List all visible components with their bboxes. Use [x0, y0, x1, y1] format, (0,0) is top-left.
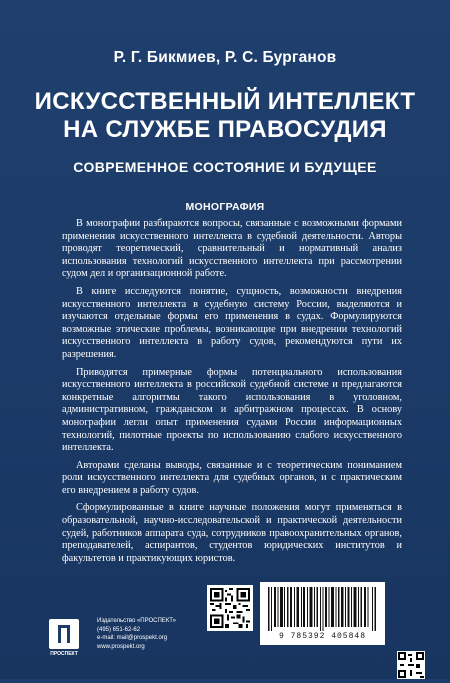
publisher-site: www.prospekt.org: [97, 643, 145, 650]
annotation-paragraph: Сформулированные в книге научные положения могут применяться в образовательной, научно-исследовательской и практической деятельности судей, работников аппарата суда, сотрудников правоохранительных органов, преподавателей, аспирантов, студентов юридических институтов и факультетов и практикующих юристов.: [62, 502, 402, 564]
genre-label: МОНОГРАФИЯ: [185, 201, 265, 213]
publisher-phone: (495) 651-62-62: [97, 626, 141, 633]
barcode-icon: [268, 587, 377, 631]
corner-qr-icon: [397, 651, 425, 679]
publisher-logo: [45, 619, 83, 657]
publisher-contacts: [97, 617, 176, 651]
qr-code-icon: [207, 585, 253, 631]
book-subtitle: СОВРЕМЕННОЕ СОСТОЯНИЕ И БУДУЩЕЕ: [73, 159, 377, 175]
isbn-digits: 9 785392 405848: [278, 632, 366, 641]
publisher-logo-icon: [49, 619, 79, 649]
annotation-paragraph: В монографии разбираются вопросы, связанные с возможными формами применения искусственного интеллекта в судебной деятельности. Авторы проводят теоретический, сравнительный и нормативный анализ использования технологий искусственного интеллекта при рассмотрении судом дел и организационной работе.: [62, 218, 402, 280]
annotation-paragraph: В книге исследуются понятие, сущность, возможности внедрения искусственного интеллекта в судебную систему России, выделяются и изучаются отдельные формы его применения в судах. Формулируются возможные этические проблемы, возникающие при внедрении технологий искусственного интеллекта в работу судов, рекомендуются пути их разрешения.: [62, 285, 402, 360]
annotation-paragraph: Авторами сделаны выводы, связанные и с теоретическим пониманием роли искусственного интеллекта для судебных органов, и с практическим его внедрением в работу судов.: [62, 459, 402, 496]
title-line-2: НА СЛУЖБЕ ПРАВОСУДИЯ: [63, 116, 387, 143]
isbn-barcode: [260, 582, 385, 645]
publisher-name: Издательство «ПРОСПЕКТ»: [97, 618, 177, 624]
publisher-email: e-mail: mail@prospekt.org: [97, 635, 168, 641]
annotation: [62, 218, 402, 570]
annotation-paragraph: Приводятся примерные формы потенциального использования искусственного интеллекта в российской судебной системе и предлагаются конкретные алгоритмы такого использования в уголовном, административном, гражданском и арбитражном процессах. В основу монографии легли опыт применения судами России информационных технологий, пилотные проекты по использованию слабого искусственного интеллекта.: [62, 366, 402, 454]
book-title: [0, 88, 450, 144]
publisher-block: [45, 617, 185, 662]
publisher-brand: ПРОСПЕКТ: [50, 651, 78, 657]
authors: Р. Г. Бикмиев, Р. С. Бурганов: [113, 49, 337, 66]
title-line-1: ИСКУССТВЕННЫЙ ИНТЕЛЛЕКТ: [34, 88, 416, 115]
